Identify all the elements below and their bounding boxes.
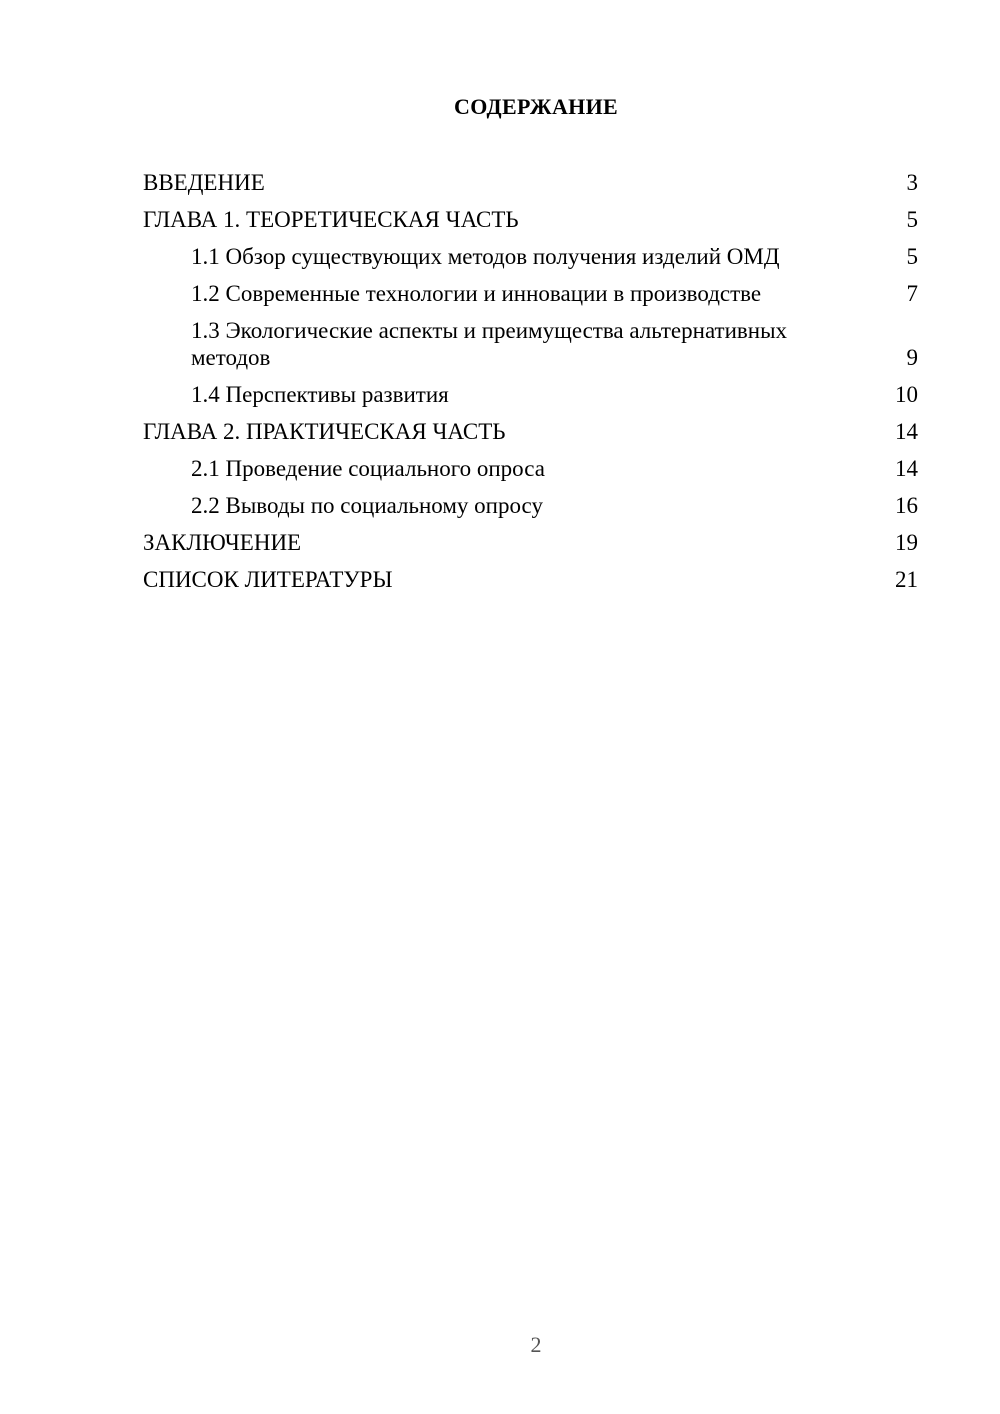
toc-entry-section-2-2[interactable] — [191, 492, 918, 519]
toc-entry-title: ГЛАВА 2. ПРАКТИЧЕСКАЯ ЧАСТЬ — [143, 419, 506, 444]
toc-entry-section-1-1[interactable] — [191, 243, 918, 270]
toc-entry-title: 1.3 Экологические аспекты и преимущества альтернативных методов — [191, 318, 788, 370]
toc-entry-page: 10 — [895, 382, 918, 407]
toc-entry-page: 7 — [906, 281, 918, 306]
toc-entry-section-1-4[interactable] — [191, 381, 918, 408]
toc-entry-title: СПИСОК ЛИТЕРАТУРЫ — [143, 567, 393, 592]
toc-entry-title: 1.4 Перспективы развития — [191, 382, 449, 407]
toc-entry-chapter-1[interactable] — [143, 206, 918, 233]
toc-entry-page: 14 — [895, 456, 918, 481]
toc-entry-title: 2.1 Проведение социального опроса — [191, 456, 545, 481]
toc-entry-section-1-2[interactable] — [191, 280, 918, 307]
toc-entry-title: 2.2 Выводы по социальному опросу — [191, 493, 543, 518]
toc-entry-references[interactable] — [143, 566, 918, 593]
toc-entry-page: 16 — [895, 493, 918, 518]
toc-entry-introduction[interactable] — [143, 169, 918, 196]
page-title: СОДЕРЖАНИЕ — [454, 94, 618, 119]
toc-entry-title: ЗАКЛЮЧЕНИЕ — [143, 530, 302, 555]
toc-entry-section-2-1[interactable] — [191, 455, 918, 482]
toc-entry-page: 5 — [906, 207, 918, 232]
page-number: 2 — [530, 1332, 542, 1357]
toc-entry-conclusion[interactable] — [143, 529, 918, 556]
toc-entry-title: ВВЕДЕНИЕ — [143, 170, 265, 195]
toc-entry-section-1-3[interactable] — [191, 317, 918, 371]
toc-entry-page: 5 — [906, 244, 918, 269]
toc-entry-title: 1.2 Современные технологии и инновации в производстве — [191, 281, 762, 306]
toc-entry-page: 3 — [906, 170, 918, 195]
toc-entry-chapter-2[interactable] — [143, 418, 918, 445]
toc-entry-title: ГЛАВА 1. ТЕОРЕТИЧЕСКАЯ ЧАСТЬ — [143, 207, 519, 232]
toc-entry-title: 1.1 Обзор существующих методов получения изделий ОМД — [191, 244, 780, 269]
table-of-contents — [143, 169, 918, 603]
toc-entry-page: 21 — [895, 567, 918, 592]
toc-entry-page: 19 — [895, 530, 918, 555]
toc-entry-page: 14 — [895, 419, 918, 444]
toc-entry-page: 9 — [906, 345, 918, 370]
